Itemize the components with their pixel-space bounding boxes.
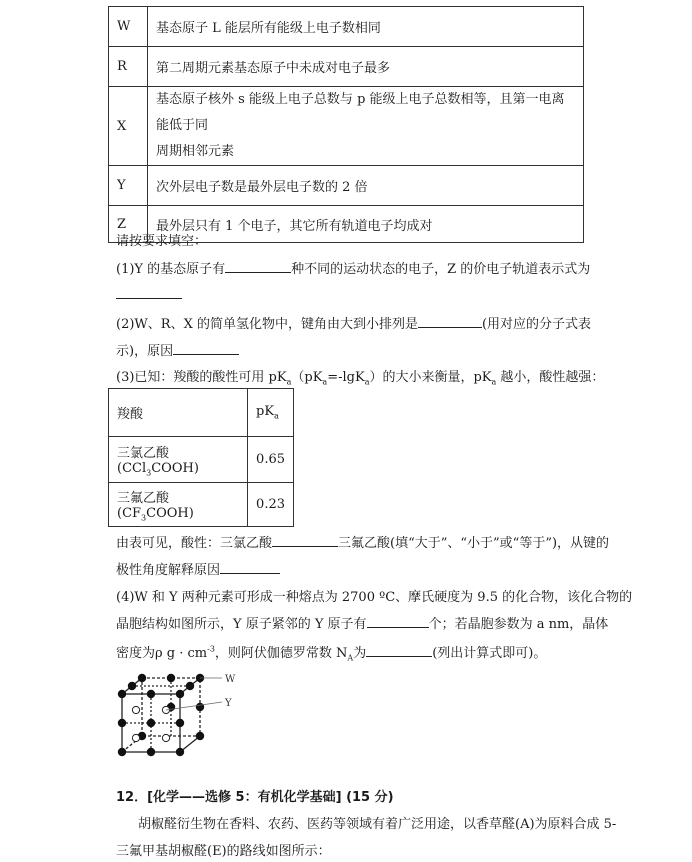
description-line: 基态原子核外 s 能级上电子总数与 p 能级上电子总数相等，且第一电离能低于同 [156,92,565,133]
label-y: Y [225,698,232,709]
pka-value: 0.65 [248,437,294,483]
answer-blank[interactable] [116,286,182,299]
element-symbol: R [109,47,148,87]
question-2-line-2: 示)，原因 [116,340,239,359]
question-1: (1)Y 的基态原子有 种不同的运动状态的电子，Z 的价电子轨道表示式为 [116,262,591,277]
question-2: (2)W、R、X 的简单氢化物中，键角由大到小排列是 (用对应的分子式表 [116,317,592,332]
paragraph-line: 三氟甲基胡椒醛(E)的路线如图所示： [116,844,331,859]
table-row [109,7,584,47]
crystal-cell-diagram [112,670,252,760]
question-12-title: 12．[化学——选修 5：有机化学基础] (15 分) [116,790,394,805]
question-4-line-3: 密度为ρ $g \cdot cm^{-3}$，则阿伏伽德罗常数 $N_A$为 (列出计算式即可)。 [116,644,547,663]
question-1-line-2 [116,286,182,303]
element-description: 基态原子 L 能层所有能级上电子数相同 [148,7,584,47]
element-description: 第二周期元素基态原子中未成对电子最多 [148,47,584,87]
label-w: W [225,674,236,685]
answer-blank[interactable] [225,260,291,273]
element-symbol: Z [109,206,148,243]
paragraph-line: 胡椒醛衍生物在香料、农药、医药等领域有着广泛用途，以香草醛(A)为原料合成 5- [138,817,617,832]
table-row [109,483,294,527]
question-4-line-2: 晶胞结构如图所示，Y 原子紧邻的 Y 原子有 个；若晶胞参数为 a nm，晶体 [116,617,609,632]
element-table [108,6,584,243]
acid-name: 三氯乙酸(CCl$_3$COOH) [109,437,248,483]
pka-value: 0.23 [248,483,294,527]
question-3: (3)已知：羧酸的酸性可用 $pK_a(pK_a=-\lg K_a)$的大小来衡量，$pK_a$ 越小，酸性越强： [116,370,605,387]
column-header-acid: 羧酸 [109,389,248,437]
question-3-followup: 由表可见，酸性：三氯乙酸 三氟乙酸(填“大于”、“小于”或“等于”)，从键的 [116,536,610,551]
table-row [109,166,584,206]
element-symbol: W [109,7,148,47]
column-header-pka: $pK_a$ [248,389,294,437]
question-3-followup-line-2: 极性角度解释原因 [116,559,280,578]
answer-blank[interactable] [173,342,239,355]
description-line: 周期相邻元素 [156,144,235,159]
table-row [109,87,584,166]
answer-blank[interactable] [418,315,482,328]
answer-blank[interactable] [272,534,338,547]
instructions: 请按要求填空： [116,234,208,249]
answer-blank[interactable] [220,561,280,574]
table-row [109,47,584,87]
table-header-row [109,389,294,437]
element-description: 最外层只有 1 个电子，其它所有轨道电子均成对 [148,206,584,243]
element-symbol: Y [109,166,148,206]
answer-blank[interactable] [367,615,429,628]
answer-blank[interactable] [366,644,432,657]
table-row [109,437,294,483]
pka-table [108,388,294,527]
element-symbol: X [109,87,148,166]
element-description [148,87,584,166]
question-4: (4)W 和 Y 两种元素可形成一种熔点为 2700 ºC、摩氏硬度为 9.5 的化合物，该化合物的 [116,590,633,605]
acid-name: 三氟乙酸$(CF_3COOH)$ [109,483,248,527]
element-description: 次外层电子数是最外层电子数的 2 倍 [148,166,584,206]
